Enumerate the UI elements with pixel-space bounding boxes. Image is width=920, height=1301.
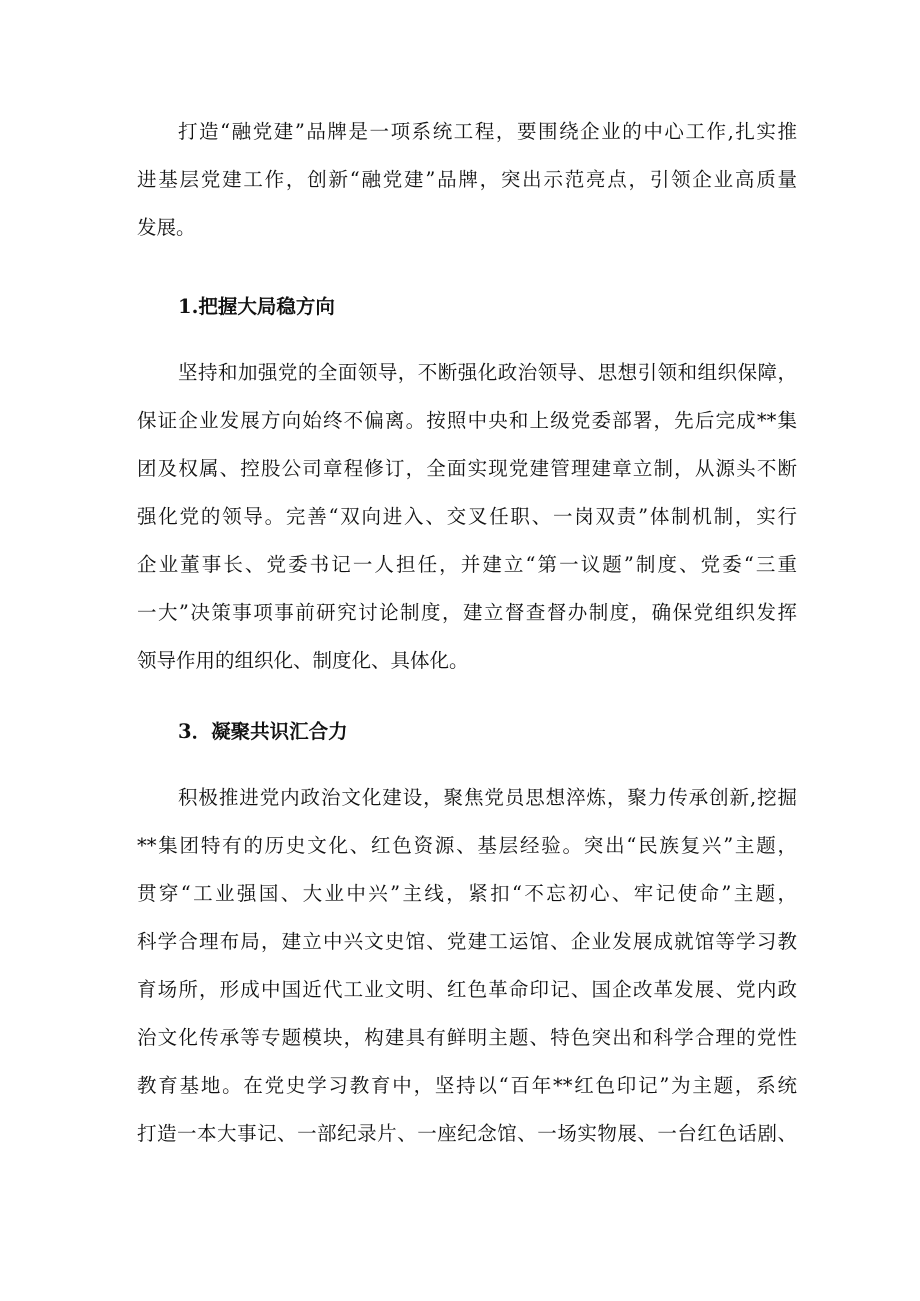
paragraph-2-line-1: 坚持和加强党的全面领导，不断强化政治领导、思想引领和组织保障， xyxy=(178,361,797,384)
paragraph-3-line-8: 打造一本大事记、一部纪录片、一座纪念馆、一场实物展、一台红色话剧、 xyxy=(137,1122,797,1145)
paragraph-3-line-2: **集团特有的历史文化、红色资源、基层经验。突出“民族复兴”主题， xyxy=(137,834,797,857)
paragraph-3-line-7: 教育基地。在党史学习教育中，坚持以“百年**红色印记”为主题，系统 xyxy=(137,1074,797,1097)
paragraph-1-line-1: 打造“融党建”品牌是一项系统工程，要围绕企业的中心工作,扎实推 xyxy=(178,120,797,143)
paragraph-2-line-6: 一大”决策事项事前研究讨论制度，建立督查督办制度，确保党组织发挥 xyxy=(137,601,797,624)
paragraph-3-line-5: 育场所，形成中国近代工业文明、红色革命印记、国企改革发展、党内政 xyxy=(137,978,797,1001)
section-heading-3: 3．凝聚共识汇合力 xyxy=(178,720,348,743)
paragraph-2-line-3: 团及权属、控股公司章程修订，全面实现党建管理建章立制，从源头不断 xyxy=(137,457,797,480)
paragraph-2-line-4: 强化党的领导。完善“双向进入、交叉任职、一岗双责”体制机制，实行 xyxy=(137,505,797,528)
paragraph-3-line-4: 科学合理布局，建立中兴文史馆、党建工运馆、企业发展成就馆等学习教 xyxy=(137,930,797,953)
section-heading-1: 1.把握大局稳方向 xyxy=(178,295,335,318)
paragraph-1-line-2: 进基层党建工作，创新“融党建”品牌，突出示范亮点，引领企业高质量 xyxy=(137,168,797,191)
paragraph-3-line-6: 治文化传承等专题模块，构建具有鲜明主题、特色突出和科学合理的党性 xyxy=(137,1026,797,1049)
paragraph-2-line-2: 保证企业发展方向始终不偏离。按照中央和上级党委部署，先后完成**集 xyxy=(137,409,797,432)
paragraph-1-line-3: 发展。 xyxy=(137,216,196,239)
paragraph-2-line-5: 企业董事长、党委书记一人担任，并建立“第一议题”制度、党委“三重 xyxy=(137,553,797,576)
paragraph-3-line-1: 积极推进党内政治文化建设，聚焦党员思想淬炼，聚力传承创新,挖掘 xyxy=(178,786,797,809)
paragraph-2-line-7: 领导作用的组织化、制度化、具体化。 xyxy=(137,649,469,672)
paragraph-3-line-3: 贯穿“工业强国、大业中兴”主线，紧扣“不忘初心、牢记使命”主题， xyxy=(137,882,797,905)
